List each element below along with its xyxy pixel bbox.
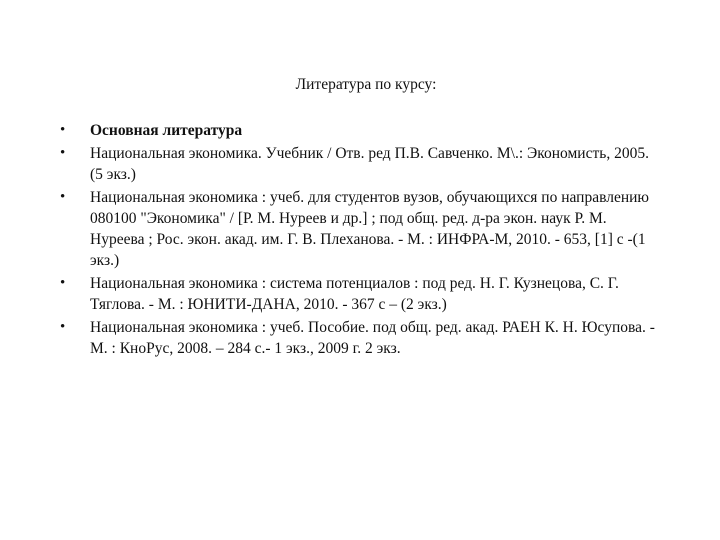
list-item-text: Национальная экономика : учеб. для студентов вузов, обучающихся по направлению 080100 "Экономика" / [Р. М. Нуреев и др.] ; под общ. ред. д-ра экон. наук Р. М. Нуреева ; Рос. экон. акад. им. Г. В. Плеханова. - М. : ИНФРА-М, 2010. - 653, [1] с -(1 экз.): [90, 189, 649, 269]
page-title: Литература по курсу:: [295, 76, 437, 93]
bullet-icon: •: [60, 319, 66, 335]
list-item: [60, 317, 660, 359]
literature-list: [60, 120, 660, 361]
list-item: [60, 143, 660, 185]
bullet-icon: •: [60, 275, 66, 291]
list-item-text: Национальная экономика. Учебник / Отв. ред П.В. Савченко. М\.: Экономисть, 2005. (5 экз.): [90, 145, 649, 183]
list-item-text: Основная литература: [90, 122, 243, 139]
list-item: [60, 273, 660, 315]
bullet-icon: •: [60, 189, 66, 205]
bullet-icon: •: [60, 145, 66, 161]
list-item-text: Национальная экономика : система потенциалов : под ред. Н. Г. Кузнецова, С. Г. Тяглова. - М. : ЮНИТИ-ДАНА, 2010. - 367 с – (2 экз.): [90, 275, 619, 313]
bullet-icon: •: [60, 122, 66, 138]
list-item-text: Национальная экономика : учеб. Пособие. под общ. ред. акад. РАЕН К. Н. Юсупова. - М. : КноРус, 2008. – 284 с.- 1 экз., 2009 г. 2 экз.: [90, 319, 655, 357]
list-item: [60, 187, 660, 271]
list-item: [60, 120, 660, 141]
